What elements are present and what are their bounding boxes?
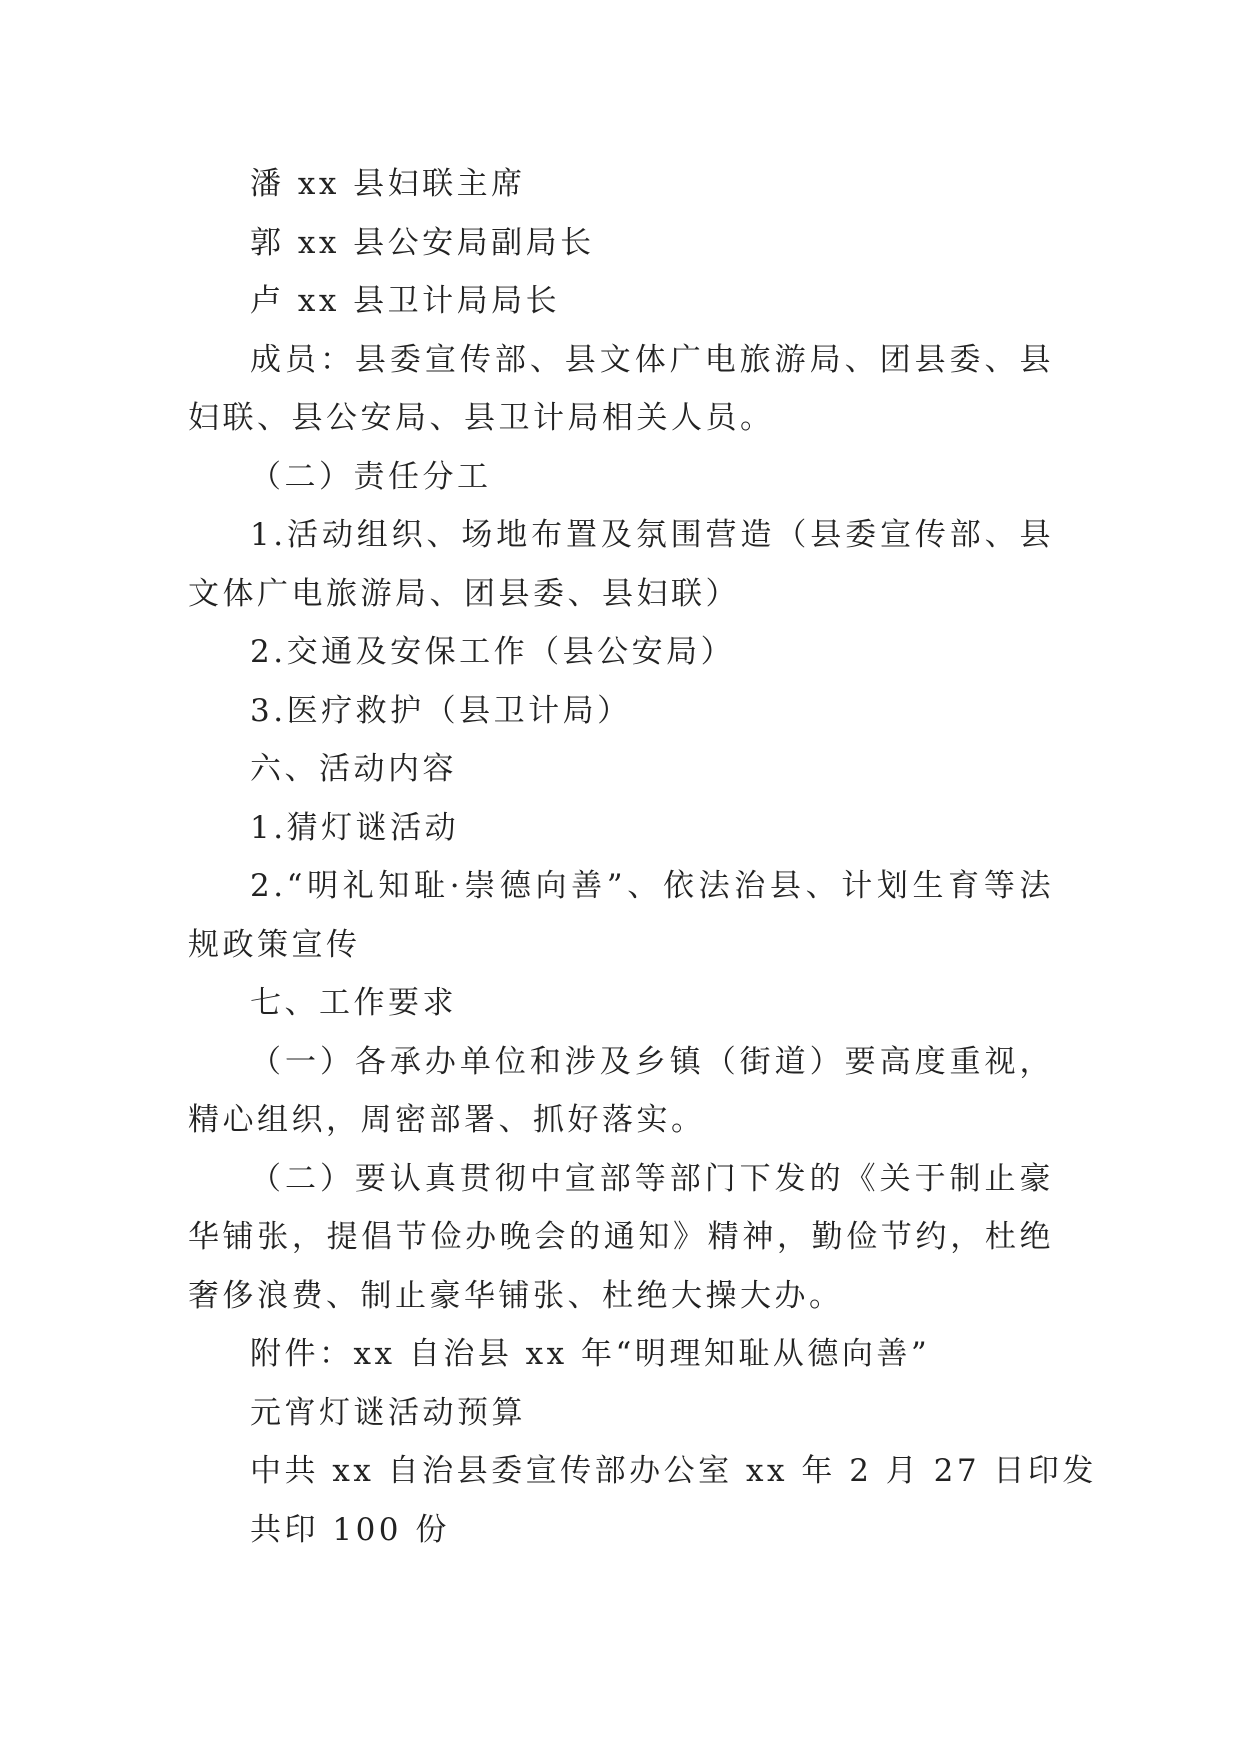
attachment-line: 附件：xx 自治县 xx 年“明理知耻从德向善” — [250, 1336, 931, 1372]
activity-item-1: 1.猜灯谜活动 — [250, 809, 460, 846]
responsibility-item-2: 2.交通及安保工作（县公安局） — [250, 634, 736, 670]
requirement-paragraph-1: （一）各承办单位和涉及乡镇（街道）要高度重视，精心组织，周密部署、抓好落实。 — [188, 1043, 1054, 1138]
print-count-line: 共印 100 份 — [250, 1511, 450, 1548]
activity-item-2: 2.“明礼知耻·崇德向善”、依法治县、计划生育等法规政策宣传 — [188, 868, 1054, 963]
responsibility-item-1: 1.活动组织、场地布置及氛围营造（县委宣传部、县文体广电旅游局、团县委、县妇联） — [188, 517, 1054, 612]
section-heading-responsibility: （二）责任分工 — [250, 458, 492, 495]
responsibility-item-3: 3.医疗救护（县卫计局） — [250, 692, 632, 729]
member-line-pan: 潘 xx 县妇联主席 — [250, 166, 526, 202]
section-heading-work-requirements: 七、工作要求 — [250, 985, 457, 1021]
issue-line: 中共 xx 自治县委宣传部办公室 xx 年 2 月 27 日印发 — [250, 1453, 1097, 1489]
requirement-paragraph-2: （二）要认真贯彻中宣部等部门下发的《关于制止豪华铺张，提倡节俭办晚会的通知》精神，勤俭节约，杜绝奢侈浪费、制止豪华铺张、杜绝大操大办。 — [188, 1160, 1054, 1314]
section-heading-activity-content: 六、活动内容 — [250, 751, 457, 787]
member-line-lu: 卢 xx 县卫计局局长 — [250, 283, 561, 319]
document-body — [188, 155, 1097, 1559]
members-paragraph: 成员：县委宣传部、县文体广电旅游局、团县委、县妇联、县公安局、县卫计局相关人员。 — [188, 341, 1054, 436]
attachment-title-continuation: 元宵灯谜活动预算 — [250, 1394, 526, 1431]
member-line-guo: 郭 xx 县公安局副局长 — [250, 224, 595, 261]
